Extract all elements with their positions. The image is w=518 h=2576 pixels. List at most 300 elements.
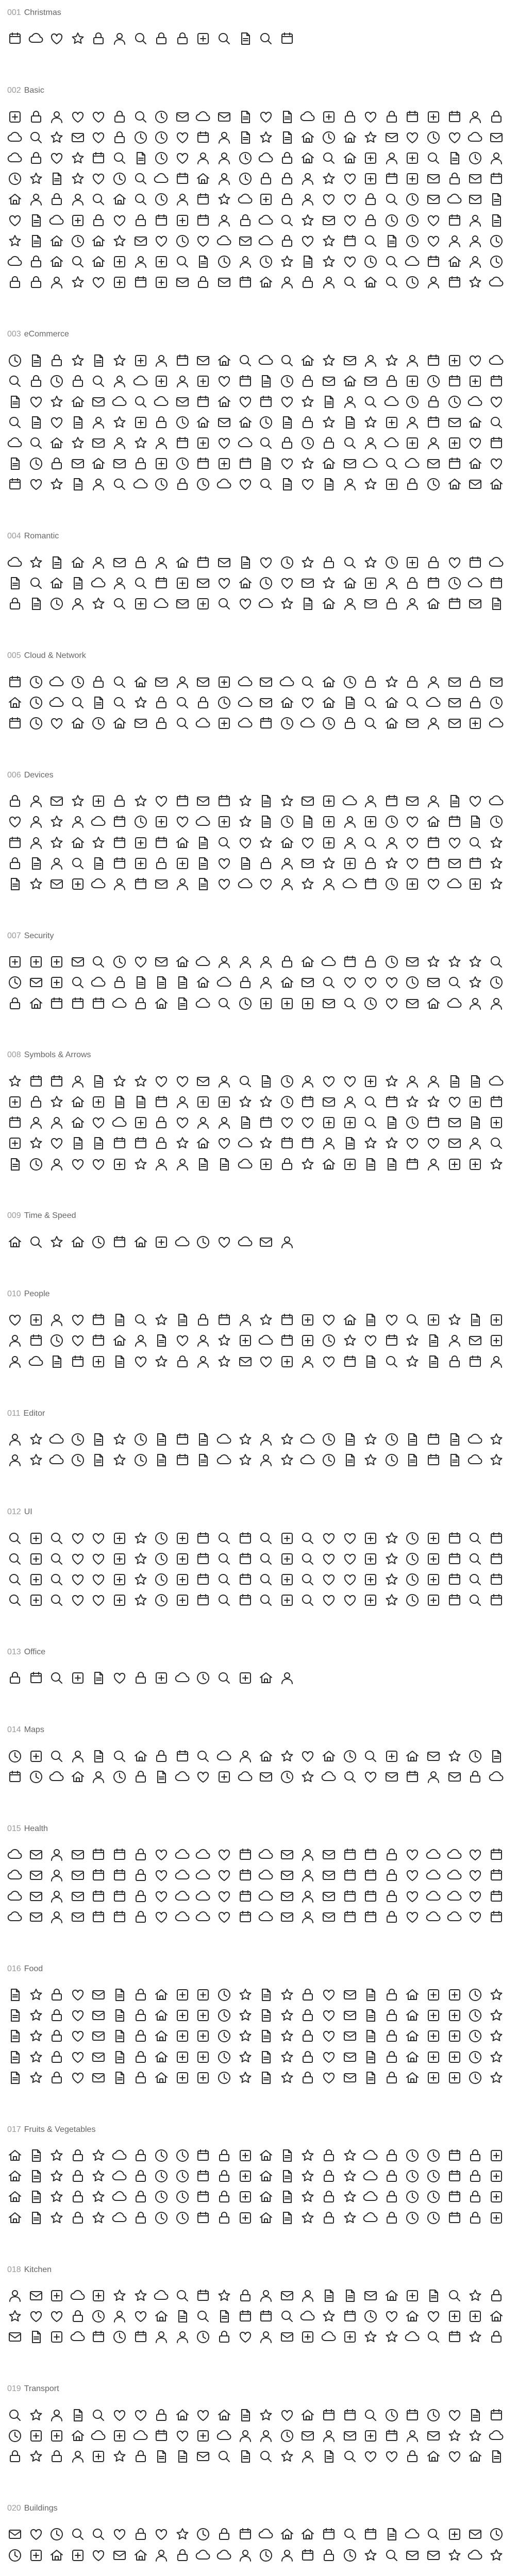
folder-icon [384, 213, 399, 228]
bread-icon [133, 2049, 148, 2065]
cctv-icon [384, 954, 399, 970]
link-icon [258, 233, 274, 249]
share-icon [489, 130, 504, 145]
unlock-icon [154, 975, 169, 990]
section-title [7, 1211, 76, 1221]
section-number: 006 [7, 770, 21, 779]
fingerprint-icon [426, 975, 441, 990]
star-icon [467, 192, 483, 207]
timer-icon [216, 1234, 232, 1250]
pot-icon [133, 2309, 148, 2324]
cloud-upload-icon [363, 695, 378, 710]
person-icon [426, 1333, 441, 1348]
apple-icon [7, 2148, 23, 2163]
chevron-up-icon [342, 1136, 358, 1151]
watch-icon [342, 856, 358, 871]
cherry-icon [300, 2210, 315, 2226]
knife-icon [175, 2309, 190, 2324]
password-icon [489, 975, 504, 990]
toggle-icon [112, 1572, 127, 1587]
camera-icon [216, 876, 232, 892]
bottle-icon [216, 2028, 232, 2044]
eye-icon [216, 1847, 232, 1862]
sidebar-icon [279, 1572, 295, 1587]
arrow-down-icon [279, 1136, 295, 1151]
broken-heart-icon [175, 555, 190, 570]
face-icon [91, 1333, 106, 1348]
chevron-down-icon [154, 1157, 169, 1172]
user-icon [384, 150, 399, 166]
microphone-icon [195, 856, 211, 871]
discount-icon [28, 435, 44, 451]
fridge-icon [133, 2288, 148, 2303]
discount-icon [70, 374, 86, 389]
grid-icon [300, 1551, 315, 1567]
dollar-icon [321, 394, 337, 410]
kiss-icon [321, 575, 337, 591]
heart-icon [342, 130, 358, 145]
password-icon [70, 975, 86, 990]
credit-card-icon [70, 415, 86, 430]
spoon-icon [321, 2329, 337, 2345]
taxi-icon [426, 2449, 441, 2464]
section-number: 003 [7, 330, 21, 339]
sidebar-icon [279, 1592, 295, 1608]
pen-icon [426, 1432, 441, 1447]
link-icon [384, 275, 399, 290]
tag-icon [133, 171, 148, 187]
stopwatch-icon [28, 1234, 44, 1250]
mouse-icon [175, 876, 190, 892]
eye-icon [426, 254, 441, 269]
bread-icon [133, 2008, 148, 2023]
rose-icon [49, 555, 64, 570]
arrow-up-icon [258, 1136, 274, 1151]
heart-icon [426, 555, 441, 570]
key-icon [279, 954, 295, 970]
ambulance-icon [238, 1909, 253, 1925]
cctv-icon [426, 996, 441, 1011]
users-icon [447, 1312, 462, 1328]
section-number: 016 [7, 1964, 21, 1973]
bus-icon [238, 2408, 253, 2423]
section-title [7, 2125, 95, 2134]
coin-icon [467, 435, 483, 451]
flag-icon [175, 254, 190, 269]
check-circle-icon [70, 1094, 86, 1110]
router-icon [91, 695, 106, 710]
fork-knife-icon [363, 2070, 378, 2086]
bells-icon [195, 31, 211, 46]
bag-icon [426, 374, 441, 389]
pear-icon [279, 2148, 295, 2163]
chevron-right-icon [28, 1115, 44, 1130]
tablet-icon [426, 814, 441, 829]
fingerprint-icon [300, 954, 315, 970]
baby-icon [28, 1333, 44, 1348]
grapes-icon [133, 2148, 148, 2163]
baby-icon [447, 1333, 462, 1348]
shield-icon [91, 996, 106, 1011]
apple-icon [7, 2168, 23, 2184]
grapes-icon [384, 2189, 399, 2205]
mouse-icon [133, 793, 148, 809]
cctv-icon [91, 975, 106, 990]
key-icon [112, 996, 127, 1011]
bold-icon [7, 1452, 23, 1468]
credit-card-icon [195, 374, 211, 389]
dollar-icon [112, 415, 127, 430]
printer-icon [447, 793, 462, 809]
signpost-icon [489, 1769, 504, 1785]
donut-icon [238, 2028, 253, 2044]
pin-icon [279, 213, 295, 228]
card-icon [238, 1531, 253, 1546]
arrow-up-icon [91, 1094, 106, 1110]
key-icon [489, 954, 504, 970]
hospital-icon [175, 1909, 190, 1925]
carrot-icon [91, 2148, 106, 2163]
box-icon [154, 477, 169, 492]
monitor-icon [175, 835, 190, 851]
router-icon [300, 695, 315, 710]
section-number: 008 [7, 1050, 21, 1060]
syringe-icon [49, 1889, 64, 1904]
image-icon [279, 171, 295, 187]
tag-icon [7, 130, 23, 145]
home-icon [321, 213, 337, 228]
mail-icon [28, 150, 44, 166]
eraser-icon [216, 1452, 232, 1468]
house-icon [133, 2548, 148, 2563]
woman-icon [489, 1333, 504, 1348]
refresh-icon [467, 1074, 483, 1089]
donut-icon [238, 2049, 253, 2065]
cheese-icon [175, 2070, 190, 2086]
cup-icon [28, 2329, 44, 2345]
comment-icon [467, 213, 483, 228]
grapes-icon [384, 2210, 399, 2226]
align-center-icon [91, 1432, 106, 1447]
cupid-arrow-icon [489, 555, 504, 570]
cloud-icon [426, 275, 441, 290]
user-remove-icon [321, 1354, 337, 1369]
taxi-icon [300, 2428, 315, 2444]
man-icon [467, 1333, 483, 1348]
cupcake-icon [70, 2008, 86, 2023]
lock-icon [405, 233, 420, 249]
hospital-icon [70, 2548, 86, 2563]
pizza-icon [28, 2049, 44, 2065]
password-icon [363, 954, 378, 970]
diamond-icon [342, 555, 358, 570]
badge-icon [447, 996, 462, 1011]
hospital-icon [363, 2527, 378, 2542]
repeat-icon [467, 1136, 483, 1151]
layers-icon [489, 1452, 504, 1468]
wallet-icon [216, 456, 232, 471]
link-icon [133, 192, 148, 207]
cloud-icon [426, 674, 441, 690]
gear-icon [7, 233, 23, 249]
tabs-icon [216, 1592, 232, 1608]
man-icon [175, 1354, 190, 1369]
gear-icon [133, 275, 148, 290]
paperclip-icon [112, 1670, 127, 1686]
navigation-icon [195, 1769, 211, 1785]
drink-icon [195, 2008, 211, 2023]
fridge-icon [467, 2309, 483, 2324]
tag-icon [28, 415, 44, 430]
link-icon [321, 254, 337, 269]
cup-icon [112, 2309, 127, 2324]
strawberry-icon [405, 2148, 420, 2163]
pan-icon [154, 2309, 169, 2324]
layers-icon [489, 1432, 504, 1447]
menu-icon [342, 1551, 358, 1567]
oven-icon [238, 2309, 253, 2324]
basket-icon [363, 435, 378, 451]
section-title [7, 2265, 52, 2275]
wallet-icon [467, 374, 483, 389]
train-icon [405, 2428, 420, 2444]
taxi-icon [384, 2408, 399, 2423]
pill-icon [279, 1847, 295, 1862]
home-icon [7, 109, 23, 125]
tag-icon [321, 233, 337, 249]
car-icon [49, 2449, 64, 2464]
home-icon [384, 233, 399, 249]
user-add-icon [258, 1312, 274, 1328]
rocket-icon [195, 2408, 211, 2423]
flag-icon [489, 171, 504, 187]
grapes-icon [384, 2168, 399, 2184]
eye-icon [489, 275, 504, 290]
kiss-icon [112, 575, 127, 591]
bag-icon [133, 374, 148, 389]
clipboard-icon [49, 1670, 64, 1686]
bottle-icon [467, 2070, 483, 2086]
route-icon [426, 1769, 441, 1785]
cart-icon [133, 456, 148, 471]
section-label: Basic [24, 86, 44, 95]
pot-icon [7, 2288, 23, 2303]
pot-icon [342, 2309, 358, 2324]
cloud-download-icon [467, 674, 483, 690]
candle-icon [363, 596, 378, 612]
cart-icon [7, 353, 23, 368]
dollar-icon [279, 456, 295, 471]
drink-icon [447, 2070, 462, 2086]
dots-icon [447, 1531, 462, 1546]
card-icon [238, 1592, 253, 1608]
banana-icon [70, 2148, 86, 2163]
shuffle-icon [279, 1094, 295, 1110]
eye-icon [216, 1889, 232, 1904]
lemon-icon [112, 2168, 127, 2184]
eraser-icon [216, 1432, 232, 1447]
ice-cream-icon [91, 2028, 106, 2044]
pear-icon [279, 2210, 295, 2226]
dollar-icon [363, 477, 378, 492]
dots-icon [195, 1531, 211, 1546]
server-icon [279, 674, 295, 690]
alarm-icon [467, 975, 483, 990]
dots-icon [447, 1551, 462, 1567]
window-icon [258, 1531, 274, 1546]
laptop-icon [489, 835, 504, 851]
heart-icon [216, 555, 232, 570]
tag-icon [489, 456, 504, 471]
flag-icon [300, 109, 315, 125]
cloud-download-icon [49, 674, 64, 690]
tag-icon [195, 456, 211, 471]
trash-icon [175, 275, 190, 290]
kettle-icon [342, 2329, 358, 2345]
stethoscope-icon [342, 1909, 358, 1925]
pepper-icon [447, 2168, 462, 2184]
rocket-icon [405, 2408, 420, 2423]
first-aid-icon [321, 1909, 337, 1925]
section-label: eCommerce [24, 330, 69, 339]
unlock-icon [70, 996, 86, 1011]
safe-icon [28, 975, 44, 990]
section-title [7, 330, 69, 339]
folder-icon [7, 275, 23, 290]
knife-icon [91, 2329, 106, 2345]
comment-icon [28, 254, 44, 269]
window-icon [7, 1531, 23, 1546]
navigation-icon [405, 1769, 420, 1785]
heart-icon [133, 575, 148, 591]
plus-circle-icon [112, 1115, 127, 1130]
tag-icon [321, 415, 337, 430]
baby-icon [363, 1354, 378, 1369]
bold-icon [7, 1432, 23, 1447]
ice-cream-icon [342, 2070, 358, 2086]
cart-icon [175, 394, 190, 410]
fridge-icon [342, 2288, 358, 2303]
arrow-left-icon [216, 1115, 232, 1130]
section-label: Buildings [24, 2503, 58, 2513]
speaker-icon [216, 793, 232, 809]
syringe-icon [300, 1909, 315, 1925]
mouse-icon [7, 835, 23, 851]
plus-icon [91, 213, 106, 228]
check-circle-icon [238, 1136, 253, 1151]
pill-icon [279, 1868, 295, 1883]
syringe-icon [300, 1847, 315, 1862]
gear-icon [321, 150, 337, 166]
arrow-right-icon [321, 1136, 337, 1151]
wallet-icon [426, 435, 441, 451]
discount-icon [405, 456, 420, 471]
route-icon [216, 1769, 232, 1785]
map-icon [342, 1769, 358, 1785]
kettle-icon [216, 2309, 232, 2324]
location-icon [321, 1769, 337, 1785]
keyboard-icon [447, 876, 462, 892]
euro-icon [175, 353, 190, 368]
clipboard-icon [258, 1670, 274, 1686]
watch-icon [49, 856, 64, 871]
section-number: 013 [7, 1647, 21, 1656]
window-icon [7, 1551, 23, 1567]
ice-cream-icon [91, 2070, 106, 2086]
grid-icon [49, 1572, 64, 1587]
cloud-icon [49, 716, 64, 731]
battery-icon [300, 876, 315, 892]
pill-icon [28, 1889, 44, 1904]
toggle-icon [363, 1592, 378, 1608]
usb-icon [321, 876, 337, 892]
microphone-icon [489, 856, 504, 871]
heart-pulse-icon [258, 1847, 274, 1862]
user-icon [195, 275, 211, 290]
list-icon [321, 1531, 337, 1546]
chevron-up-icon [133, 1157, 148, 1172]
star-icon [70, 31, 86, 46]
microphone-icon [321, 814, 337, 829]
egg-icon [405, 2008, 420, 2023]
toggle-icon [363, 1531, 378, 1546]
checkbox-icon [175, 1592, 190, 1608]
keyboard-icon [112, 793, 127, 809]
bell-icon [300, 171, 315, 187]
pan-icon [238, 2288, 253, 2303]
user-add-icon [384, 1333, 399, 1348]
tooth-icon [133, 1889, 148, 1904]
cloud-upload-icon [447, 674, 462, 690]
hospital-icon [279, 2548, 295, 2563]
heart-icon [467, 171, 483, 187]
refresh-icon [175, 1074, 190, 1089]
box-icon [363, 456, 378, 471]
fridge-icon [49, 2309, 64, 2324]
snowflake-icon [91, 31, 106, 46]
calendar-icon [133, 109, 148, 125]
section-number: 012 [7, 1507, 21, 1517]
radio-icon [405, 1592, 420, 1608]
mail-icon [154, 192, 169, 207]
refresh-icon [258, 1094, 274, 1110]
train-icon [489, 2408, 504, 2423]
headphones-icon [195, 793, 211, 809]
search-icon [175, 109, 190, 125]
ring-icon [154, 575, 169, 591]
coffee-icon [49, 2049, 64, 2065]
gift-box-icon [342, 374, 358, 389]
laptop-icon [321, 793, 337, 809]
alarm-icon [342, 954, 358, 970]
section-label: Time & Speed [24, 1211, 76, 1221]
taxi-icon [91, 2428, 106, 2444]
coffee-icon [300, 2028, 315, 2044]
tag-icon [112, 435, 127, 451]
pizza-icon [279, 2008, 295, 2023]
user-icon [7, 213, 23, 228]
globe-icon [112, 695, 127, 710]
fingerprint-icon [342, 996, 358, 1011]
bandage-icon [154, 1868, 169, 1883]
building-icon [238, 2527, 253, 2542]
section-number: 011 [7, 1409, 21, 1418]
cherry-icon [49, 2189, 64, 2205]
lemon-icon [112, 2210, 127, 2226]
syringe-icon [49, 1847, 64, 1862]
arrow-right-icon [363, 1074, 378, 1089]
database-icon [363, 674, 378, 690]
